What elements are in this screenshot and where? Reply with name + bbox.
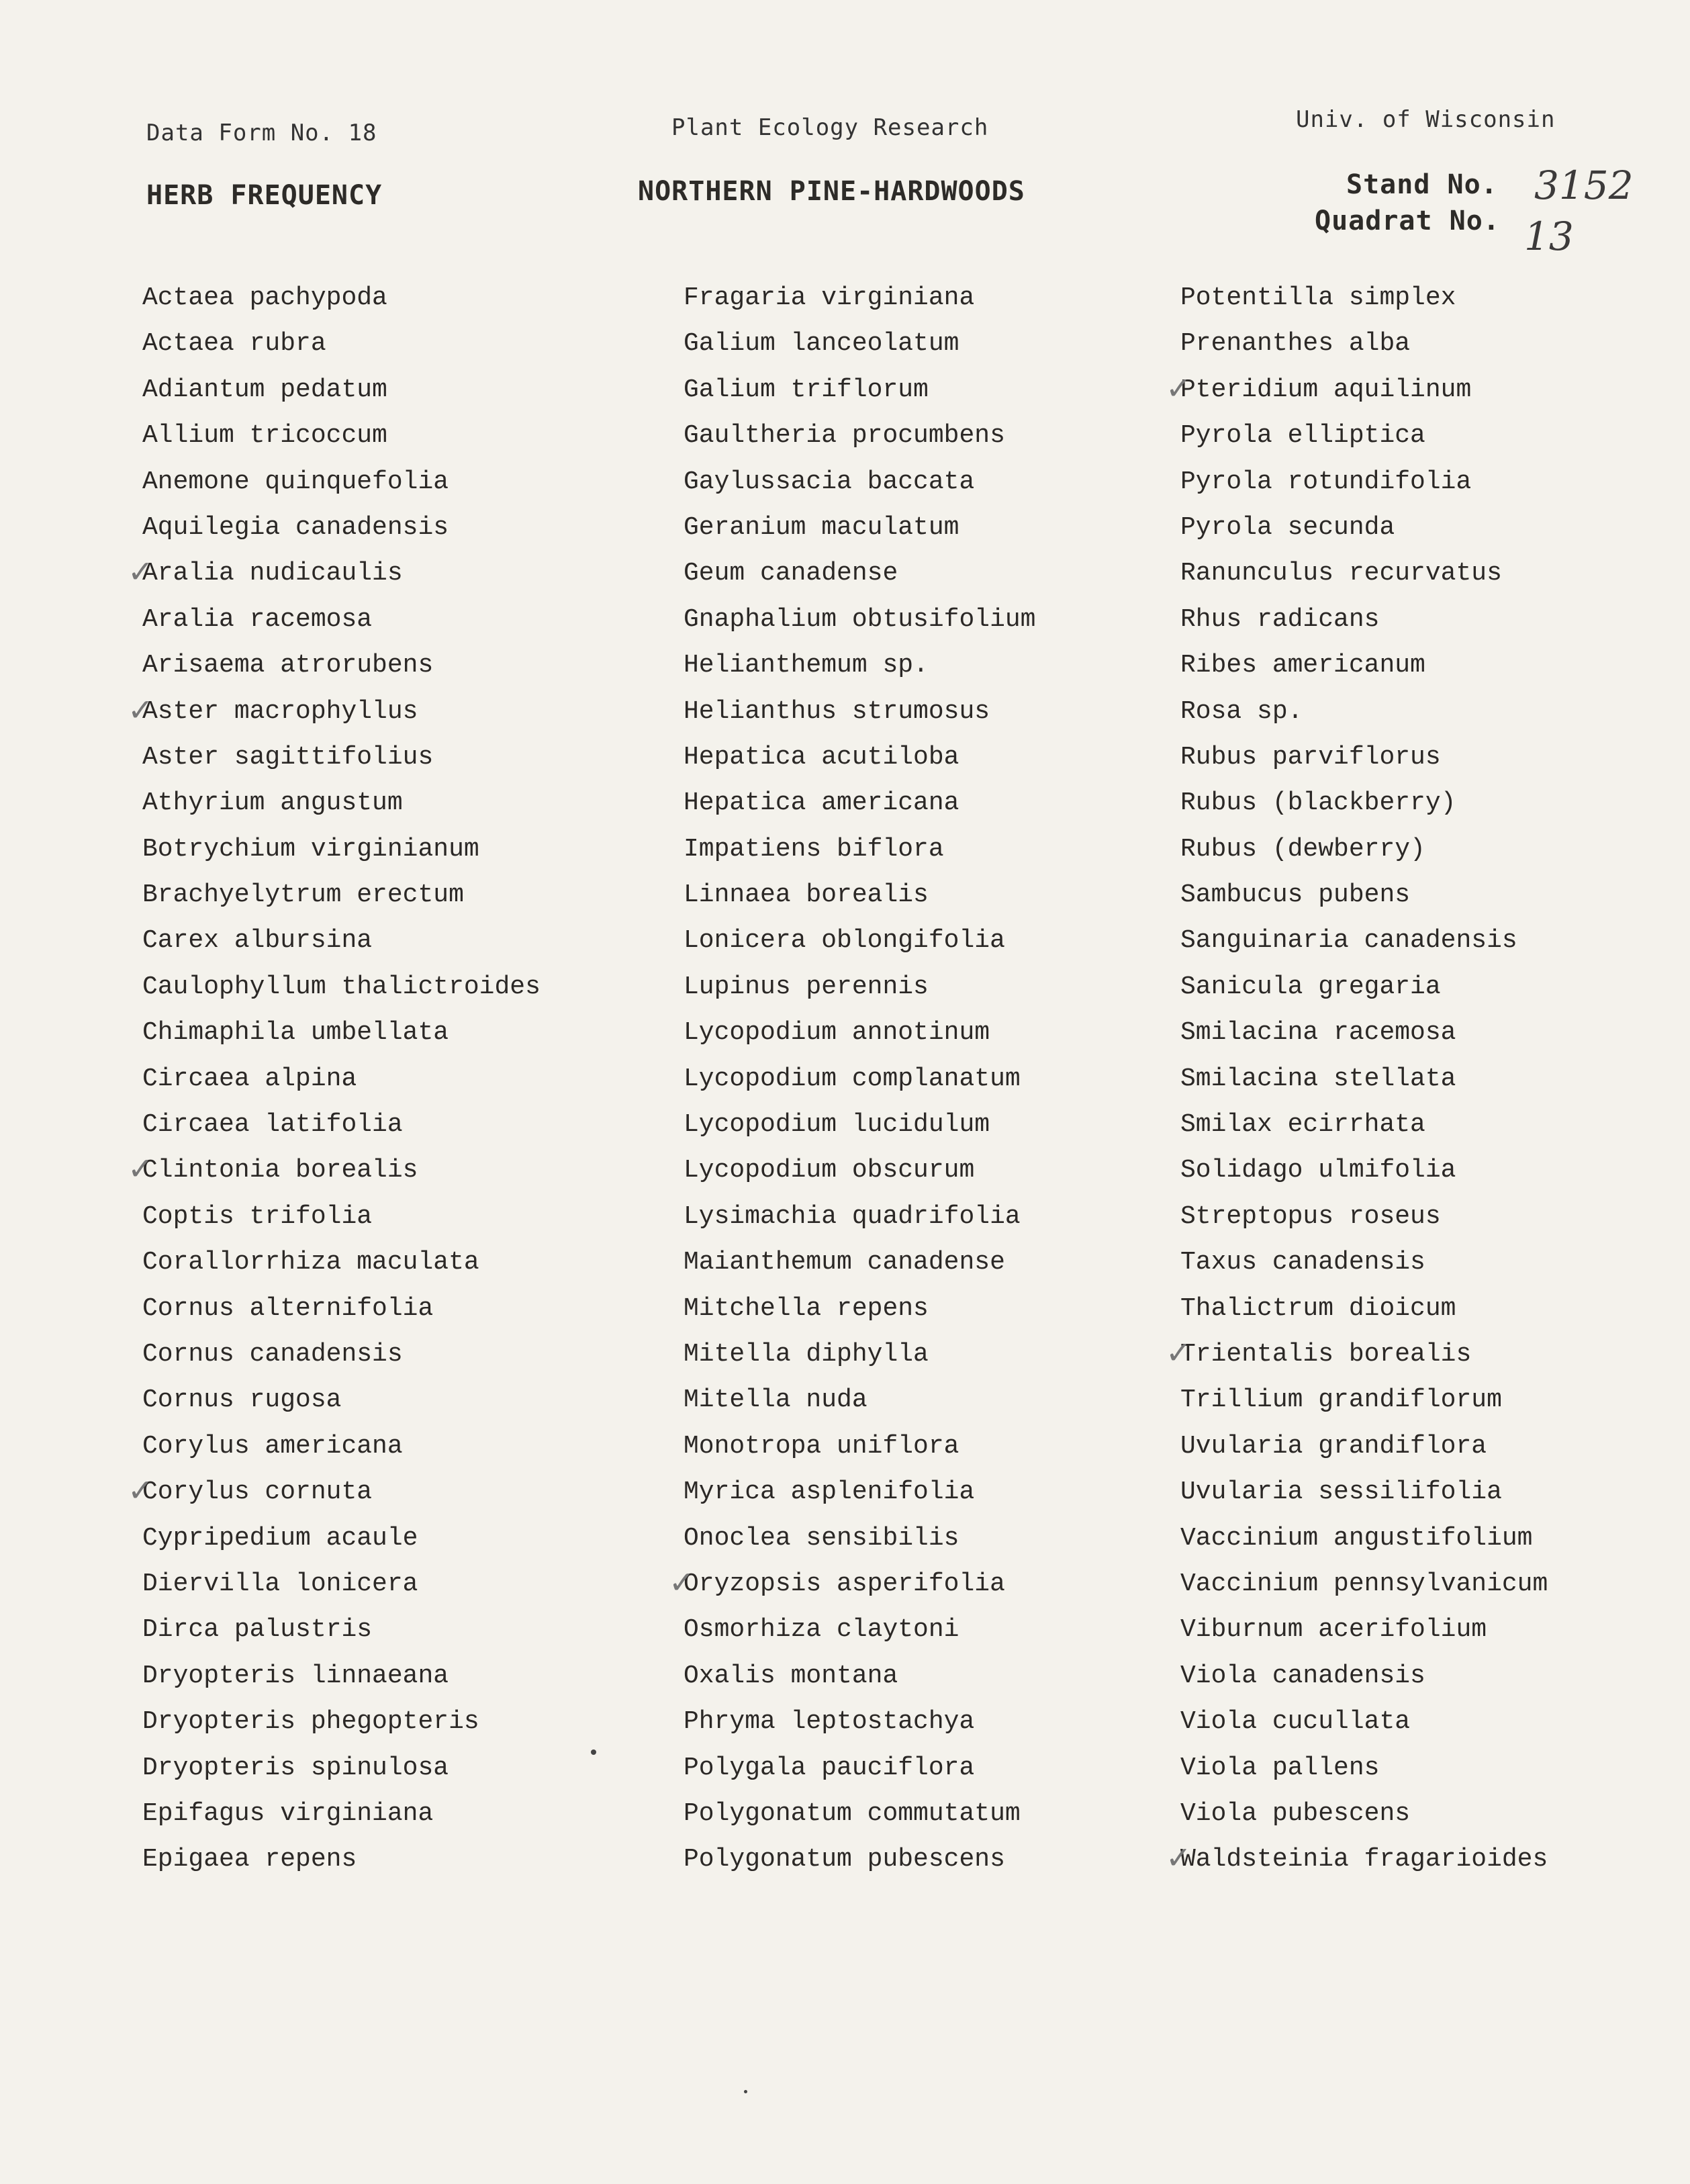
species-name: Actaea pachypoda xyxy=(142,283,387,312)
species-row xyxy=(142,1607,653,1653)
species-name: Mitella diphylla xyxy=(684,1339,929,1369)
species-name: Helianthemum sp. xyxy=(684,651,929,680)
species-row xyxy=(1180,597,1690,643)
species-row xyxy=(684,1837,1194,1882)
community-title: NORTHERN PINE-HARDWOODS xyxy=(638,176,1025,207)
species-row xyxy=(142,1240,653,1285)
species-name: Allium tricoccum xyxy=(142,421,387,451)
species-name: Anemone quinquefolia xyxy=(142,467,449,496)
species-name: Waldsteinia fragarioides xyxy=(1180,1845,1548,1874)
species-row xyxy=(1180,1056,1690,1102)
species-row xyxy=(1180,1653,1690,1699)
species-name: Viola pubescens xyxy=(1180,1799,1411,1828)
species-row xyxy=(1180,1240,1690,1285)
species-name: Streptopus roseus xyxy=(1180,1201,1441,1231)
species-row xyxy=(1180,1102,1690,1148)
species-name: Phryma leptostachya xyxy=(684,1707,975,1737)
species-name: Circaea alpina xyxy=(142,1064,357,1093)
species-row xyxy=(684,275,1194,321)
species-name: Adiantum pedatum xyxy=(142,375,387,404)
species-name: Pyrola elliptica xyxy=(1180,421,1425,451)
species-name: Cornus canadensis xyxy=(142,1339,403,1369)
species-name: Lonicera oblongifolia xyxy=(684,926,1005,956)
species-name: Pyrola rotundifolia xyxy=(1180,467,1472,496)
species-row xyxy=(684,1102,1194,1148)
species-row xyxy=(684,1607,1194,1653)
species-row xyxy=(684,1332,1194,1377)
pencil-check-mark xyxy=(1166,1842,1184,1873)
species-name: Actaea rubra xyxy=(142,329,326,359)
species-row xyxy=(684,1745,1194,1791)
species-name: Gaylussacia baccata xyxy=(684,467,975,496)
species-row xyxy=(1180,872,1690,918)
species-name: Viola pallens xyxy=(1180,1753,1380,1782)
species-name: Pteridium aquilinum xyxy=(1180,375,1472,404)
species-row xyxy=(1180,1745,1690,1791)
species-row xyxy=(142,1148,653,1193)
species-name: Taxus canadensis xyxy=(1180,1248,1425,1277)
pencil-check-mark xyxy=(128,556,146,587)
species-name: Caulophyllum thalictroides xyxy=(142,972,541,1001)
species-row xyxy=(1180,1837,1690,1882)
species-row xyxy=(1180,1424,1690,1469)
species-name: Rubus parviflorus xyxy=(1180,742,1441,772)
stand-label: Stand No. xyxy=(1346,169,1498,200)
species-row xyxy=(684,1148,1194,1193)
species-row xyxy=(142,1653,653,1699)
species-row xyxy=(1180,413,1690,459)
university: Univ. of Wisconsin xyxy=(1296,106,1556,133)
pencil-check-mark xyxy=(128,1475,146,1506)
species-name: Rhus radicans xyxy=(1180,604,1380,634)
form-number: Data Form No. 18 xyxy=(146,120,377,146)
species-name: Cornus rugosa xyxy=(142,1385,342,1415)
species-row xyxy=(684,1561,1194,1607)
organization: Plant Ecology Research xyxy=(671,114,989,141)
species-row xyxy=(142,367,653,413)
species-name: Trientalis borealis xyxy=(1180,1339,1472,1369)
species-name: Osmorhiza claytoni xyxy=(684,1615,959,1645)
species-row xyxy=(142,1424,653,1469)
species-name: Mitchella repens xyxy=(684,1293,929,1323)
species-name: Fragaria virginiana xyxy=(684,283,975,312)
species-name: Viola canadensis xyxy=(1180,1661,1425,1690)
species-row xyxy=(1180,780,1690,826)
species-name: Galium lanceolatum xyxy=(684,329,959,359)
species-name: Dirca palustris xyxy=(142,1615,373,1645)
species-row xyxy=(1180,964,1690,1010)
species-name: Dryopteris phegopteris xyxy=(142,1707,479,1737)
species-name: Monotropa uniflora xyxy=(684,1431,959,1461)
species-column-3 xyxy=(1180,275,1690,1883)
species-name: Pyrola secunda xyxy=(1180,512,1395,542)
species-name: Gaultheria procumbens xyxy=(684,421,1005,451)
species-name: Epigaea repens xyxy=(142,1845,357,1874)
species-row xyxy=(684,1286,1194,1332)
species-name: Lupinus perennis xyxy=(684,972,929,1001)
species-row xyxy=(142,505,653,551)
species-name: Diervilla lonicera xyxy=(142,1569,418,1598)
species-name: Vaccinium angustifolium xyxy=(1180,1523,1533,1553)
species-name: Impatiens biflora xyxy=(684,834,944,864)
species-row xyxy=(1180,1332,1690,1377)
species-name: Dryopteris spinulosa xyxy=(142,1753,449,1782)
stand-number-value: 3152 xyxy=(1534,163,1634,208)
species-name: Smilax ecirrhata xyxy=(1180,1110,1425,1140)
species-row xyxy=(1180,1148,1690,1193)
species-row xyxy=(1180,1286,1690,1332)
form-title: HERB FREQUENCY xyxy=(146,180,383,211)
species-name: Oryzopsis asperifolia xyxy=(684,1569,1005,1598)
species-name: Polygonatum commutatum xyxy=(684,1799,1021,1828)
species-row xyxy=(1180,367,1690,413)
species-name: Corylus cornuta xyxy=(142,1477,373,1507)
species-name: Athyrium angustum xyxy=(142,788,403,818)
species-name: Cornus alternifolia xyxy=(142,1293,434,1323)
species-row xyxy=(142,735,653,780)
species-name: Hepatica acutiloba xyxy=(684,742,959,772)
species-row xyxy=(142,827,653,872)
species-row xyxy=(684,1424,1194,1469)
species-name: Helianthus strumosus xyxy=(684,696,990,726)
species-name: Aquilegia canadensis xyxy=(142,512,449,542)
pencil-check-mark xyxy=(1166,1337,1184,1368)
species-row xyxy=(684,1240,1194,1285)
species-name: Smilacina stellata xyxy=(1180,1064,1456,1093)
pencil-check-mark xyxy=(128,694,146,725)
species-row xyxy=(1180,918,1690,964)
species-row xyxy=(1180,1561,1690,1607)
species-name: Lycopodium lucidulum xyxy=(684,1110,990,1140)
species-name: Viola cucullata xyxy=(1180,1707,1411,1737)
species-name: Prenanthes alba xyxy=(1180,329,1411,359)
species-row xyxy=(142,275,653,321)
species-row xyxy=(684,918,1194,964)
species-row xyxy=(684,505,1194,551)
species-name: Hepatica americana xyxy=(684,788,959,818)
species-name: Potentilla simplex xyxy=(1180,283,1456,312)
species-row xyxy=(142,872,653,918)
species-row xyxy=(684,1194,1194,1240)
species-row xyxy=(684,735,1194,780)
species-row xyxy=(684,689,1194,735)
pencil-check-mark xyxy=(1166,373,1184,404)
species-name: Smilacina racemosa xyxy=(1180,1018,1456,1048)
species-name: Onoclea sensibilis xyxy=(684,1523,959,1553)
species-row xyxy=(142,1010,653,1056)
species-row xyxy=(142,643,653,688)
species-row xyxy=(142,1837,653,1882)
species-row xyxy=(684,643,1194,688)
species-row xyxy=(1180,1194,1690,1240)
species-row xyxy=(684,413,1194,459)
species-name: Lycopodium annotinum xyxy=(684,1018,990,1048)
species-row xyxy=(1180,1516,1690,1561)
species-row xyxy=(142,1056,653,1102)
species-row xyxy=(684,827,1194,872)
species-name: Thalictrum dioicum xyxy=(1180,1293,1456,1323)
species-name: Aralia nudicaulis xyxy=(142,559,403,588)
species-name: Corylus americana xyxy=(142,1431,403,1461)
species-name: Uvularia grandiflora xyxy=(1180,1431,1487,1461)
species-row xyxy=(142,1469,653,1515)
species-row xyxy=(1180,551,1690,596)
species-name: Viburnum acerifolium xyxy=(1180,1615,1487,1645)
species-name: Arisaema atrorubens xyxy=(142,651,434,680)
species-name: Myrica asplenifolia xyxy=(684,1477,975,1507)
species-column-2 xyxy=(684,275,1194,1883)
species-name: Polygala pauciflora xyxy=(684,1753,975,1782)
species-row xyxy=(684,780,1194,826)
species-name: Aralia racemosa xyxy=(142,604,373,634)
species-row xyxy=(142,1286,653,1332)
species-row xyxy=(142,1516,653,1561)
species-row xyxy=(1180,1607,1690,1653)
species-name: Vaccinium pennsylvanicum xyxy=(1180,1569,1548,1598)
species-row xyxy=(1180,1791,1690,1837)
species-name: Uvularia sessilifolia xyxy=(1180,1477,1502,1507)
species-row xyxy=(142,321,653,367)
species-name: Rubus (blackberry) xyxy=(1180,788,1456,818)
species-name: Aster sagittifolius xyxy=(142,742,434,772)
quadrat-number-value: 13 xyxy=(1524,214,1574,259)
species-name: Sanicula gregaria xyxy=(1180,972,1441,1001)
species-name: Chimaphila umbellata xyxy=(142,1018,449,1048)
species-name: Circaea latifolia xyxy=(142,1110,403,1140)
species-row xyxy=(684,1516,1194,1561)
species-name: Maianthemum canadense xyxy=(684,1248,1005,1277)
species-name: Gnaphalium obtusifolium xyxy=(684,604,1036,634)
species-row xyxy=(142,918,653,964)
species-name: Botrychium virginianum xyxy=(142,834,479,864)
species-row xyxy=(1180,643,1690,688)
species-name: Geranium maculatum xyxy=(684,512,959,542)
species-row xyxy=(684,1469,1194,1515)
pencil-check-mark xyxy=(669,1567,688,1598)
species-row xyxy=(142,1699,653,1745)
species-row xyxy=(1180,321,1690,367)
species-row xyxy=(142,780,653,826)
species-row xyxy=(684,872,1194,918)
quadrat-label: Quadrat No. xyxy=(1315,206,1500,236)
species-name: Rosa sp. xyxy=(1180,696,1303,726)
species-name: Ranunculus recurvatus xyxy=(1180,559,1502,588)
species-row xyxy=(142,964,653,1010)
species-row xyxy=(142,1561,653,1607)
species-name: Galium triflorum xyxy=(684,375,929,404)
species-row xyxy=(684,1010,1194,1056)
species-row xyxy=(142,1377,653,1423)
species-row xyxy=(142,597,653,643)
species-row xyxy=(1180,275,1690,321)
species-row xyxy=(684,597,1194,643)
species-name: Ribes americanum xyxy=(1180,651,1425,680)
species-row xyxy=(142,1332,653,1377)
species-row xyxy=(1180,505,1690,551)
species-row xyxy=(684,459,1194,505)
species-row xyxy=(142,413,653,459)
paper-speck xyxy=(591,1749,596,1755)
species-row xyxy=(142,459,653,505)
species-name: Dryopteris linnaeana xyxy=(142,1661,449,1690)
species-row xyxy=(1180,1377,1690,1423)
species-row xyxy=(684,367,1194,413)
species-row xyxy=(684,321,1194,367)
species-name: Carex albursina xyxy=(142,926,373,956)
species-name: Corallorrhiza maculata xyxy=(142,1248,479,1277)
species-row xyxy=(142,1102,653,1148)
species-name: Solidago ulmifolia xyxy=(1180,1156,1456,1185)
species-name: Aster macrophyllus xyxy=(142,696,418,726)
species-row xyxy=(684,964,1194,1010)
species-name: Brachyelytrum erectum xyxy=(142,880,464,910)
species-name: Oxalis montana xyxy=(684,1661,898,1690)
species-row xyxy=(1180,1469,1690,1515)
species-row xyxy=(142,689,653,735)
species-row xyxy=(142,1745,653,1791)
species-name: Linnaea borealis xyxy=(684,880,929,910)
species-row xyxy=(684,1377,1194,1423)
species-row xyxy=(1180,689,1690,735)
species-row xyxy=(1180,735,1690,780)
pencil-check-mark xyxy=(128,1153,146,1184)
species-name: Mitella nuda xyxy=(684,1385,867,1415)
species-row xyxy=(142,1194,653,1240)
species-name: Geum canadense xyxy=(684,559,898,588)
species-name: Coptis trifolia xyxy=(142,1201,373,1231)
species-row xyxy=(1180,1010,1690,1056)
species-row xyxy=(684,1699,1194,1745)
paper-speck xyxy=(744,2090,747,2093)
species-name: Sambucus pubens xyxy=(1180,880,1411,910)
species-name: Epifagus virginiana xyxy=(142,1799,434,1828)
species-name: Lycopodium complanatum xyxy=(684,1064,1021,1093)
species-name: Cypripedium acaule xyxy=(142,1523,418,1553)
species-name: Rubus (dewberry) xyxy=(1180,834,1425,864)
species-name: Lysimachia quadrifolia xyxy=(684,1201,1021,1231)
species-name: Polygonatum pubescens xyxy=(684,1845,1005,1874)
species-row xyxy=(684,1056,1194,1102)
species-row xyxy=(684,551,1194,596)
species-name: Sanguinaria canadensis xyxy=(1180,926,1517,956)
species-name: Clintonia borealis xyxy=(142,1156,418,1185)
species-column-1 xyxy=(142,275,653,1883)
species-name: Lycopodium obscurum xyxy=(684,1156,975,1185)
species-row xyxy=(142,551,653,596)
species-row xyxy=(1180,1699,1690,1745)
species-row xyxy=(684,1653,1194,1699)
species-row xyxy=(142,1791,653,1837)
species-row xyxy=(1180,459,1690,505)
species-row xyxy=(1180,827,1690,872)
species-name: Trillium grandiflorum xyxy=(1180,1385,1502,1415)
species-row xyxy=(684,1791,1194,1837)
